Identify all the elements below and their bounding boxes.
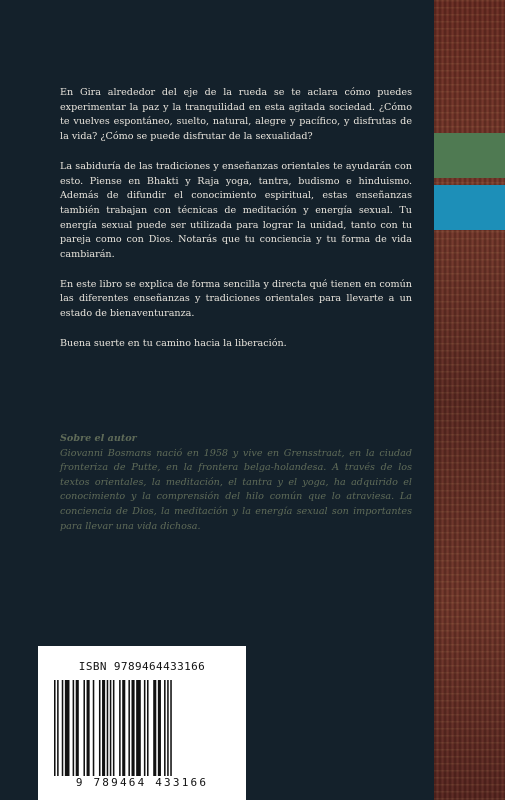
barcode-bar bbox=[132, 680, 135, 776]
barcode-bar bbox=[102, 680, 105, 776]
barcode-bar bbox=[54, 680, 56, 776]
barcode-bar bbox=[73, 680, 75, 776]
author-section bbox=[60, 432, 412, 534]
barcode-bar bbox=[158, 680, 161, 776]
barcode-bar bbox=[122, 680, 125, 776]
blurb-paragraph-2: La sabiduría de las tradiciones y enseñanzas orientales te ayudarán con esto. Piense en Bhakti y Raja yoga, tantra, budismo e hinduismo. Además de difundir el conocimiento espiritual, estas enseñanzas también trabajan con técnicas de meditación y energía sexual. Tu energía sexual puede ser utilizada para lograr la unidad, tanto con tu pareja como con Dios. Notarás que tu conciencia y tu forma de vida cambiarán. bbox=[60, 160, 412, 261]
barcode-bar bbox=[153, 680, 156, 776]
barcode-bar bbox=[167, 680, 169, 776]
barcode-bar bbox=[113, 680, 115, 776]
spine-blue-band bbox=[434, 185, 505, 230]
isbn-digits: 9 789464 433166 bbox=[75, 776, 209, 789]
barcode-bar bbox=[136, 680, 141, 776]
spine-green-band bbox=[434, 133, 505, 178]
barcode-bar bbox=[164, 680, 166, 776]
author-bio: Giovanni Bosmans nació en 1958 y vive en Grensstraat, en la ciudad fronteriza de Putte, en la frontera belga-holandesa. A través de los textos orientales, la meditación, el tantra y el yoga, ha adquirido el conocimiento y la comprensión del hilo común que lo atraviesa. La conciencia de Dios, la meditación y la energía sexual son importantes para llevar una vida dichosa. bbox=[60, 447, 412, 532]
blurb-paragraph-1: En Gira alrededor del eje de la rueda se te aclara cómo puedes experimentar la paz y la tranquilidad en esta agitada sociedad. ¿Cómo te vuelves espontáneo, suelto, natural, alegre y pacífico, y disfrutas de la vida? ¿Cómo se puede disfrutar de la sexualidad? bbox=[60, 87, 412, 143]
barcode-bar bbox=[170, 680, 172, 776]
blurb-paragraph-3: En este libro se explica de forma sencilla y directa qué tienen en común las diferentes enseñanzas y tradiciones orientales para llevarte a un estado de bienaventuranza. bbox=[60, 278, 412, 320]
barcode-bar bbox=[62, 680, 64, 776]
barcode-bar bbox=[107, 680, 109, 776]
barcode-bar bbox=[76, 680, 79, 776]
barcode-bar bbox=[93, 680, 95, 776]
barcode bbox=[54, 680, 230, 776]
blurb bbox=[60, 86, 412, 367]
barcode-bar bbox=[99, 680, 101, 776]
isbn-label: ISBN 9789464433166 bbox=[78, 660, 206, 673]
barcode-box bbox=[38, 646, 246, 800]
barcode-bar bbox=[83, 680, 85, 776]
blurb-paragraph-4: Buena suerte en tu camino hacia la liberación. bbox=[60, 337, 287, 349]
book-spine bbox=[434, 0, 505, 800]
barcode-bar bbox=[144, 680, 146, 776]
barcode-bar bbox=[57, 680, 59, 776]
barcode-bar bbox=[65, 680, 70, 776]
barcode-bar bbox=[128, 680, 130, 776]
barcode-bar bbox=[119, 680, 121, 776]
author-heading: Sobre el autor bbox=[60, 433, 137, 444]
barcode-bar bbox=[147, 680, 149, 776]
barcode-bar bbox=[110, 680, 112, 776]
barcode-bar bbox=[87, 680, 90, 776]
